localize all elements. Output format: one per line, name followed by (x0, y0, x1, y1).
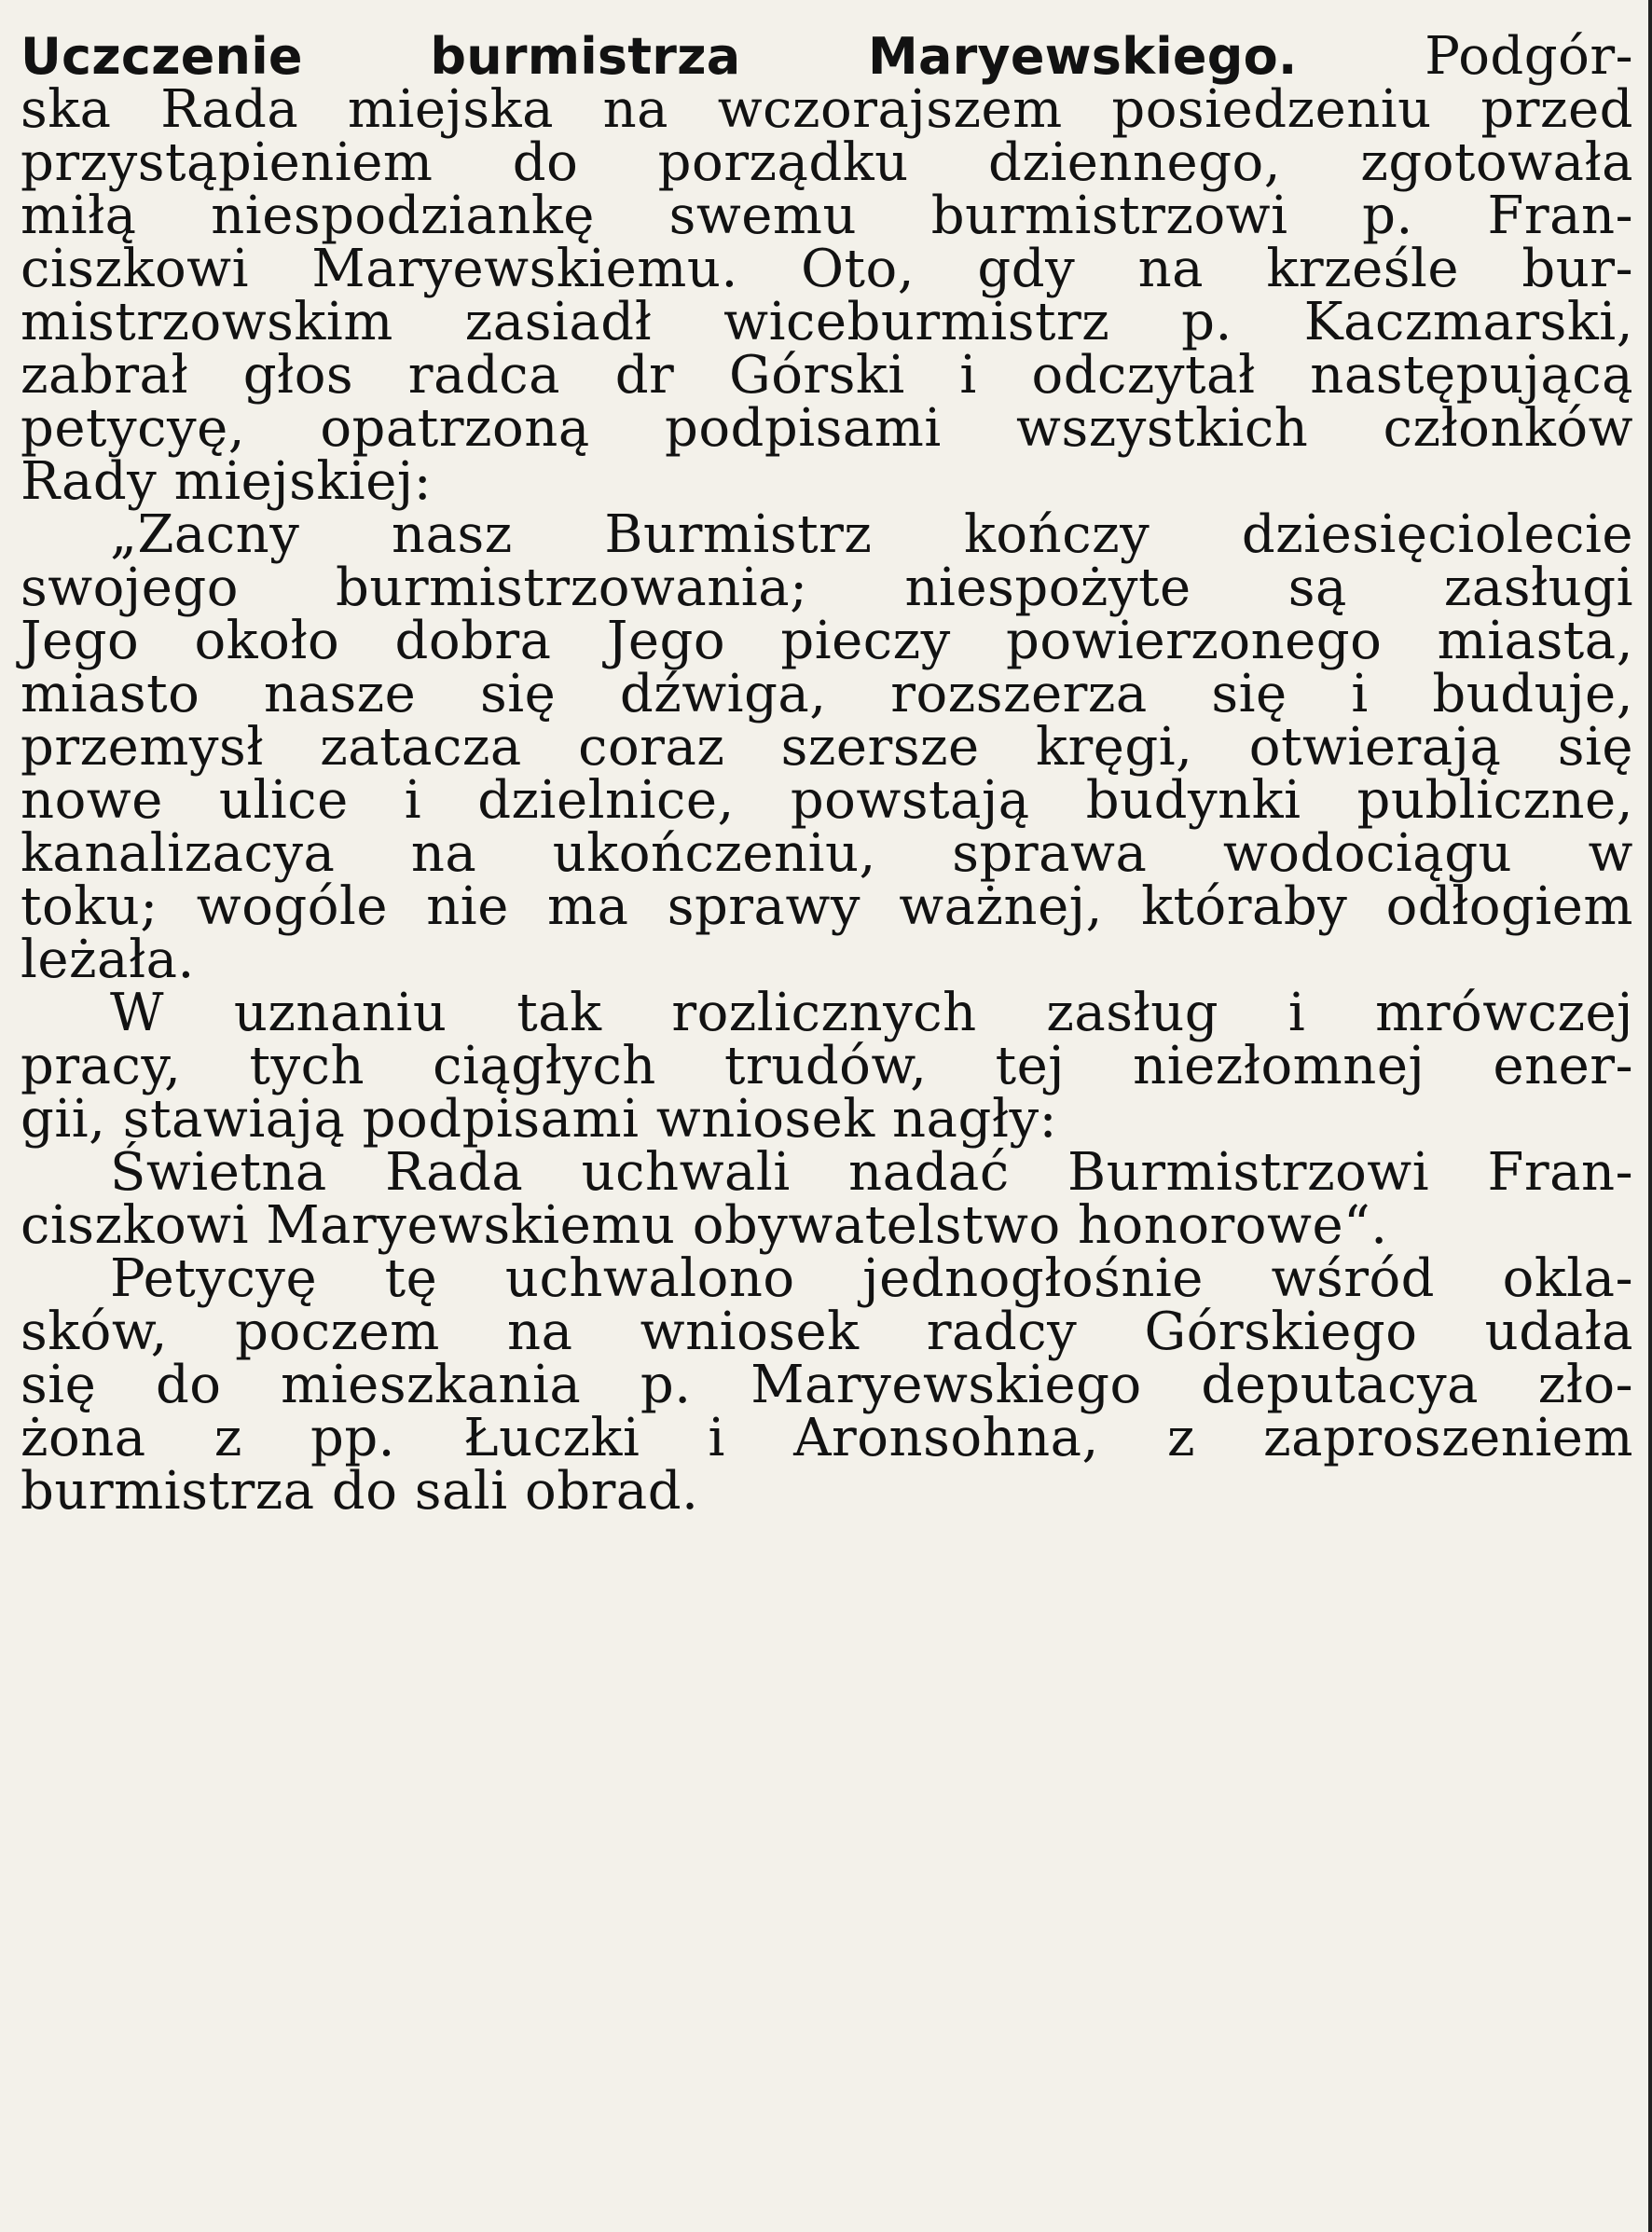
text-line: Rady miejskiej: (21, 451, 433, 512)
text-line: kanalizacya na ukończeniu, sprawa wodociągu w (21, 823, 1633, 884)
text-line: mistrzowskim zasiadł wiceburmistrz p. Kaczmarski, (21, 292, 1633, 352)
text-line: nowe ulice i dzielnice, powstają budynki publiczne, (21, 770, 1633, 831)
text-line: ciszkowi Maryewskiemu. Oto, gdy na krześle bur- (21, 239, 1633, 299)
column-rule (1648, 0, 1652, 2232)
text-line: Petycyę tę uchwalono jednogłośnie wśród okla- (110, 1248, 1633, 1309)
text-line: swojego burmistrzowania; niespożyte są zasługi (21, 558, 1633, 618)
text-line: W uznaniu tak rozlicznych zasług i mrówczej (110, 983, 1633, 1043)
text-line: sków, poczem na wniosek radcy Górskiego udała (21, 1302, 1633, 1362)
text-line: pracy, tych ciągłych trudów, tej niezłomnej ener- (21, 1036, 1633, 1096)
text-line: się do mieszkania p. Maryewskiego deputacya zło- (21, 1355, 1633, 1415)
text-line: miłą niespodziankę swemu burmistrzowi p. Fran- (21, 186, 1633, 246)
text-line: zabrał głos radca dr Górski i odczytał następującą (21, 345, 1633, 406)
text-line: Podgór- (1425, 26, 1634, 87)
text-line: Jego około dobra Jego pieczy powierzonego miasta, (21, 611, 1633, 671)
text-line: ska Rada miejska na wczorajszem posiedzeniu przed (21, 79, 1633, 140)
text-line: „Zacny nasz Burmistrz kończy dziesięciolecie (110, 504, 1633, 565)
newspaper-article (21, 17, 1633, 2217)
text-line: petycyę, opatrzoną podpisami wszystkich członków (21, 398, 1633, 459)
text-line: Świetna Rada uchwali nadać Burmistrzowi Fran- (110, 1142, 1633, 1203)
text-line: toku; wogóle nie ma sprawy ważnej, któraby odłogiem (21, 876, 1633, 937)
text-line: przemysł zatacza coraz szersze kręgi, otwierają się (21, 717, 1633, 778)
text-line: żona z pp. Łuczki i Aronsohna, z zaproszeniem (21, 1408, 1633, 1468)
text-line: miasto nasze się dźwiga, rozszerza się i buduje, (21, 664, 1633, 724)
article-title: Uczczenie burmistrza Maryewskiego. (21, 27, 1298, 86)
text-line: leżała. (21, 930, 195, 990)
text-line: ciszkowi Maryewskiemu obywatelstwo honorowe“. (21, 1195, 1388, 1256)
text-line: przystąpieniem do porządku dziennego, zgotowała (21, 132, 1633, 193)
text-line: gii, stawiają podpisami wniosek nagły: (21, 1089, 1057, 1150)
text-line: burmistrza do sali obrad. (21, 1461, 699, 1522)
